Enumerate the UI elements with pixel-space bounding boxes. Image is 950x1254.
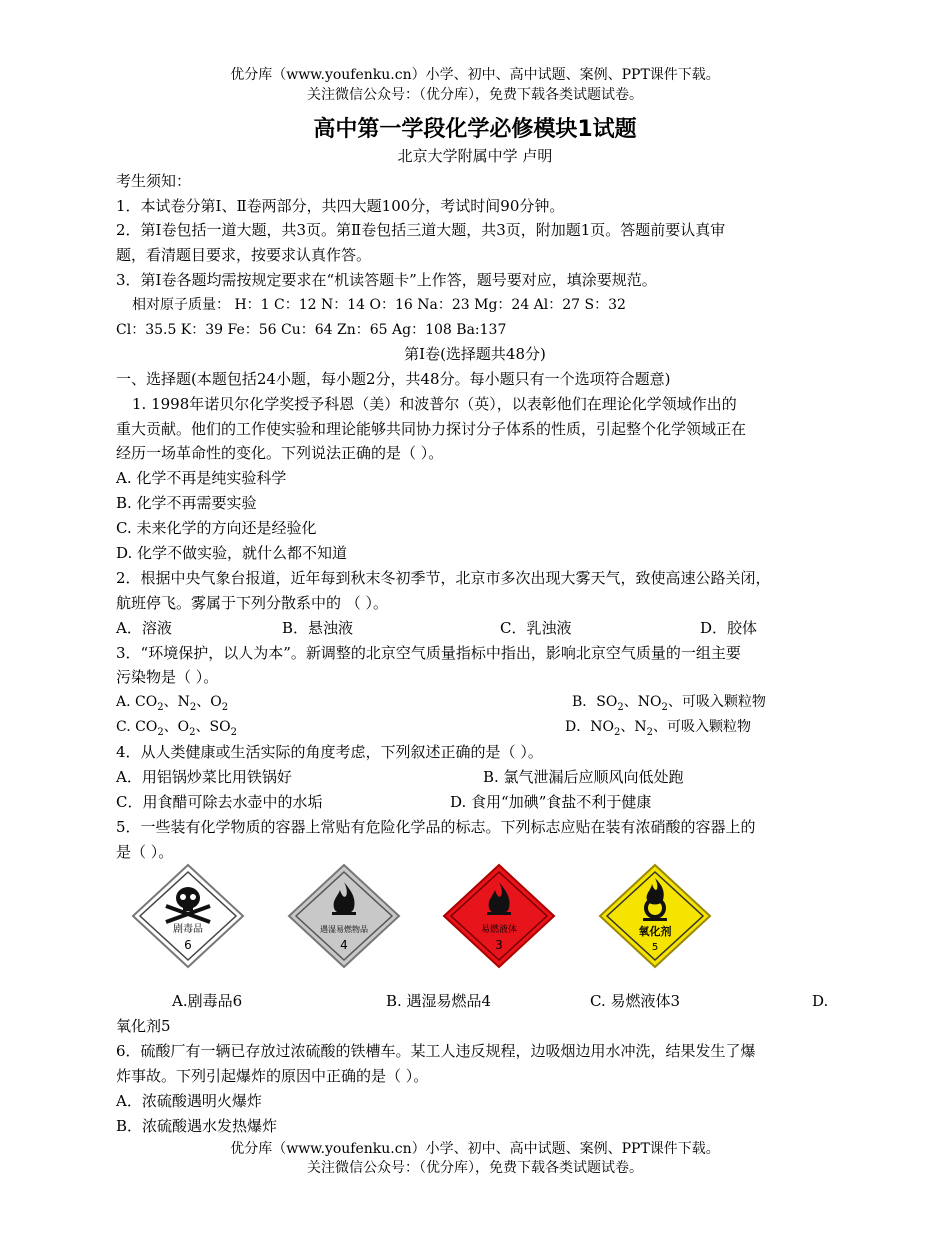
q3-line-1: 3．“环境保护，以人为本”。新调整的北京空气质量指标中指出，影响北京空气质量的一组主要 xyxy=(116,644,741,662)
q2-option-c: C．乳浊液 xyxy=(500,619,572,637)
q2-line-1: 2．根据中央气象台报道，近年每到秋末冬初季节，北京市多次出现大雾天气，致使高速公路关闭， xyxy=(116,569,771,587)
q6-line-1: 6．硫酸厂有一辆已存放过浓硫酸的铁槽车。某工人违反规程，边吸烟边用水冲洗，结果发生了爆 xyxy=(116,1042,756,1060)
footer-line-1: 优分库（www.youfenku.cn）小学、初中、高中试题、案例、PPT课件下载。 xyxy=(230,1141,720,1157)
q3-option-b: B．$SO_2$、$NO_2$、可吸入颗粒物 xyxy=(572,694,766,713)
svg-text:4: 4 xyxy=(340,938,348,952)
header-line-1: 优分库（www.youfenku.cn）小学、初中、高中试题、案例、PPT课件下载。 xyxy=(230,67,720,83)
svg-text:5: 5 xyxy=(651,942,659,953)
hazard-sign-flammable-liquid xyxy=(441,862,557,970)
q5-option-a: A.剧毒品6 xyxy=(172,992,243,1010)
q5-option-d-continued: 氧化剂5 xyxy=(116,1017,171,1035)
notice-item-3: 3．第Ⅰ卷各题均需按规定要求在“机读答题卡”上作答，题号要对应，填涂要规范。 xyxy=(116,271,657,289)
q2-option-d: D．胶体 xyxy=(700,619,758,637)
q1-option-d: D. 化学不做实验，就什么都不知道 xyxy=(116,544,348,562)
q2-option-b: B．悬浊液 xyxy=(282,619,354,637)
svg-text:易燃液体: 易燃液体 xyxy=(480,925,518,935)
atomic-mass-line-1: 相对原子质量： H：1 C：12 N：14 O：16 Na：23 Mg：24 Al：27 S：32 xyxy=(132,297,626,313)
hazard-sign-toxic xyxy=(130,862,246,970)
q2-line-2: 航班停飞。雾属于下列分散系中的 （ ）。 xyxy=(116,594,389,612)
q1-line-1: 1. 1998年诺贝尔化学奖授予科恩（美）和波普尔（英），以表彰他们在理论化学领域作出的 xyxy=(132,395,737,413)
q1-option-c: C. 未来化学的方向还是经验化 xyxy=(116,519,317,537)
notice-item-2b: 题，看清题目要求，按要求认真作答。 xyxy=(116,246,372,264)
svg-text:剧毒品: 剧毒品 xyxy=(173,924,203,935)
q5-option-c: C. 易燃液体3 xyxy=(590,992,681,1010)
q5-line-1: 5．一些装有化学物质的容器上常贴有危险化学品的标志。下列标志应贴在装有浓硝酸的容器上的 xyxy=(116,818,756,836)
notice-heading: 考生须知： xyxy=(116,172,192,190)
q4-option-a: A．用铝锅炒菜比用铁锅好 xyxy=(116,768,292,786)
hazard-sign-oxidizer xyxy=(597,862,713,970)
header-line-2: 关注微信公众号：（优分库），免费下载各类试题试卷。 xyxy=(307,87,643,103)
svg-text:3: 3 xyxy=(495,938,503,952)
atomic-mass-line-2: Cl：35.5 K：39 Fe：56 Cu：64 Zn：65 Ag：108 Ba:137 xyxy=(116,322,507,338)
q1-line-3: 经历一场革命性的变化。下列说法正确的是（ ）。 xyxy=(116,444,444,462)
footer-line-2: 关注微信公众号：（优分库），免费下载各类试题试卷。 xyxy=(307,1160,643,1176)
notice-item-1: 1．本试卷分第Ⅰ、Ⅱ卷两部分，共四大题100分，考试时间90分钟。 xyxy=(116,197,565,215)
q3-line-2: 污染物是（ ）。 xyxy=(116,668,219,686)
q1-line-2: 重大贡献。他们的工作使实验和理论能够共同协力探讨分子体系的性质，引起整个化学领域正在 xyxy=(116,420,747,438)
notice-item-2a: 2．第Ⅰ卷包括一道大题，共3页。第Ⅱ卷包括三道大题，共3页，附加题1页。答题前要认真审 xyxy=(116,221,726,239)
q4-option-c: C．用食醋可除去水壶中的水垢 xyxy=(116,793,323,811)
q3-option-c: C. $CO_2$、$O_2$、$SO_2$ xyxy=(116,719,237,738)
q5-option-d: D. xyxy=(812,992,829,1010)
section1-title: 一、选择题(本题包括24小题，每小题2分，共48分。每小题只有一个选项符合题意) xyxy=(116,370,671,388)
q3-option-d: D．$NO_2$、$N_2$、可吸入颗粒物 xyxy=(565,719,751,738)
q5-line-2: 是（ ）。 xyxy=(116,843,174,861)
q6-option-a: A．浓硫酸遇明火爆炸 xyxy=(116,1092,262,1110)
q6-line-2: 炸事故。下列引起爆炸的原因中正确的是（ ）。 xyxy=(116,1067,429,1085)
q1-option-a: A. 化学不再是纯实验科学 xyxy=(116,469,287,487)
q4-line-1: 4．从人类健康或生活实际的角度考虑，下列叙述正确的是（ ）。 xyxy=(116,743,543,761)
q6-option-b: B．浓硫酸遇水发热爆炸 xyxy=(116,1117,278,1135)
part1-title: 第Ⅰ卷(选择题共48分) xyxy=(404,345,546,363)
q4-option-d: D. 食用“加碘”食盐不利于健康 xyxy=(450,793,652,811)
q1-option-b: B. 化学不再需要实验 xyxy=(116,494,257,512)
hazard-sign-water-reactive xyxy=(286,862,402,970)
q2-option-a: A．溶液 xyxy=(116,619,172,637)
svg-text:氧化剂: 氧化剂 xyxy=(638,925,672,938)
q3-option-a: A. $CO_2$、$N_2$、$O_2$ xyxy=(116,694,229,713)
exam-author: 北京大学附属中学 卢明 xyxy=(397,147,553,165)
exam-title: 高中第一学段化学必修模块1试题 xyxy=(313,117,637,142)
svg-text:遇湿易燃物品: 遇湿易燃物品 xyxy=(320,925,368,934)
q4-option-b: B. 氯气泄漏后应顺风向低处跑 xyxy=(483,768,684,786)
svg-text:6: 6 xyxy=(184,938,192,952)
q5-option-b: B. 遇湿易燃品4 xyxy=(386,992,492,1010)
